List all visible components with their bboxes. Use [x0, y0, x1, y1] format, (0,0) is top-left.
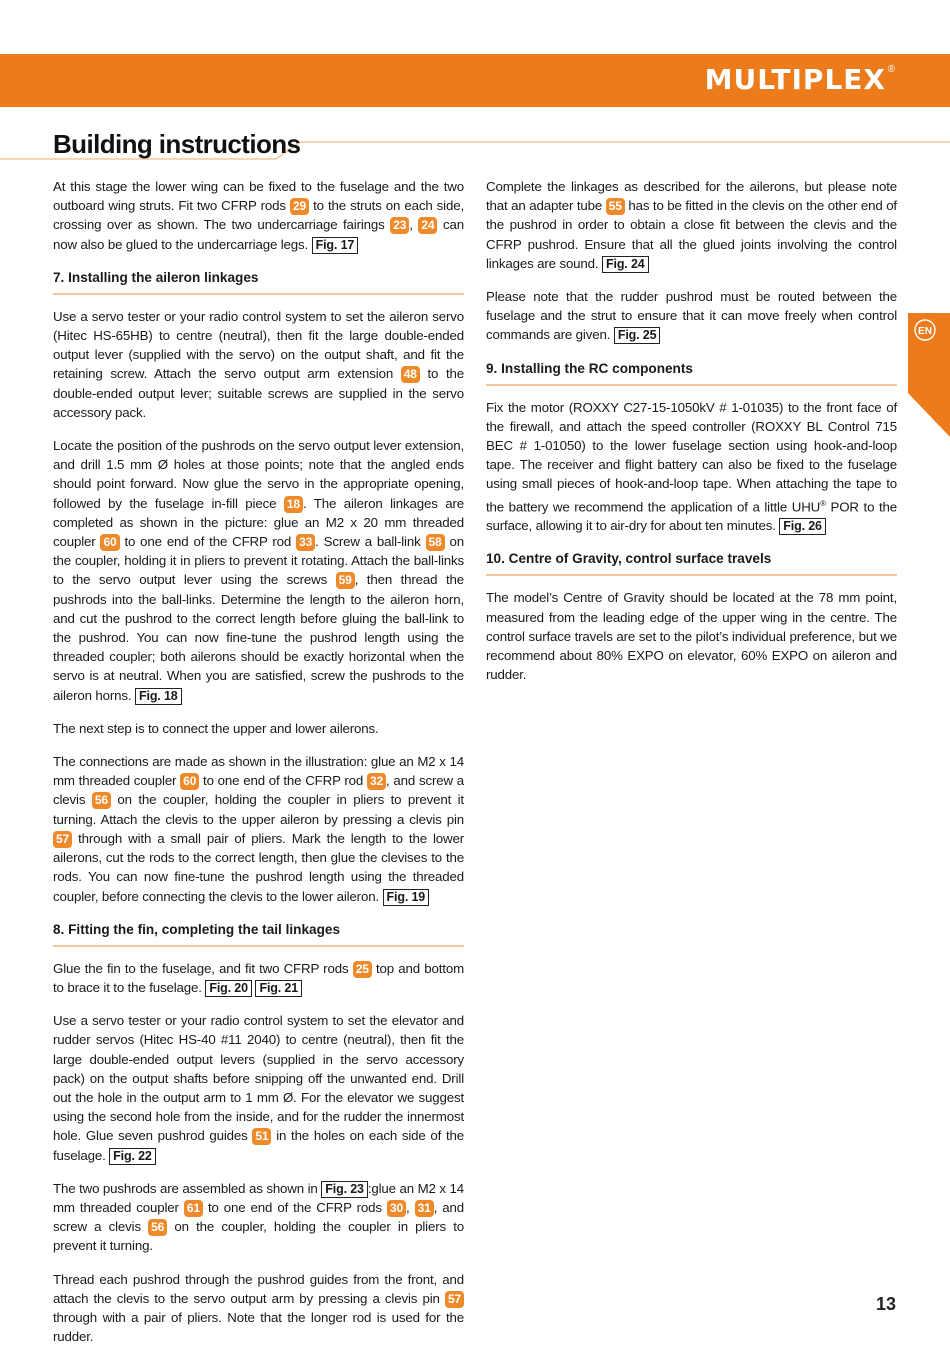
paragraph: The two pushrods are assembled as shown in Fig. 23 :glue an M2 x 14 mm threaded coupler 61 to one end of the CFRP rods 30 , 31 , and screw a clevis 56 on the coupler, holding the coupler in pliers to prevent it turning. [53, 1180, 465, 1254]
part-number-badge: 25 [353, 961, 372, 978]
page-title: Building instructions [53, 129, 301, 159]
figure-reference: Fig. 24 [602, 256, 649, 273]
figure-reference: Fig. 23 [321, 1181, 368, 1198]
part-number-badge: 48 [401, 366, 420, 383]
part-number-badge: 57 [445, 1291, 464, 1308]
figure-reference: Fig. 19 [383, 889, 430, 906]
part-number-badge: 56 [148, 1219, 167, 1236]
part-number-badge: 30 [387, 1200, 406, 1217]
part-number-badge: 23 [390, 217, 409, 234]
part-number-badge: 60 [180, 773, 199, 790]
part-number-badge: 57 [53, 831, 72, 848]
part-number-badge: 33 [296, 534, 315, 551]
paragraph: Thread each pushrod through the pushrod guides from the front, and attach the clevis to the servo output arm by pressing a clevis pin 57 through with a pair of pliers. Note that the longer rod is used for the rudder. [53, 1271, 464, 1345]
figure-reference: Fig. 22 [109, 1148, 156, 1165]
page-number: 13 [876, 1294, 897, 1314]
paragraph: Use a servo tester or your radio control system to set the aileron servo (Hitec HS-65HB) to centre (neutral), then fit the large double-ended output lever (supplied with the servo) on the output shaft, and fit the retaining screw. Attach the servo output arm extension 48 to the double-ended output lever; suitable screws are supplied in the servo accessory pack. [53, 308, 464, 420]
figure-reference: Fig. 21 [255, 980, 302, 997]
section-heading-8: 8. Fitting the fin, completing the tail linkages [53, 920, 464, 947]
figure-reference: Fig. 20 [205, 980, 252, 997]
part-number-badge: 58 [426, 534, 445, 551]
part-number-badge: 61 [184, 1200, 203, 1217]
paragraph: The next step is to connect the upper and lower ailerons. [53, 720, 379, 736]
left-column [53, 177, 464, 1360]
paragraph: Please note that the rudder pushrod must be routed between the fuselage and the strut to ensure that it can move freely when control commands are given. Fig. 25 [486, 289, 897, 343]
language-label: EN [918, 326, 932, 337]
paragraph: Complete the linkages as described for the ailerons, but please note that an adapter tube 55 has to be fitted in the clevis on the other end of the pushrod in order to obtain a close fit between the clevis and the CFRP pushrod. Ensure that all the glued joints involving the control linkages are sound. Fig. 24 [486, 179, 897, 271]
paragraph: The model’s Centre of Gravity should be located at the 78 mm point, measured from the leading edge of the upper wing in the centre. The control surface travels are set to the pilot’s individual preference, but we recommend about 80% EXPO on elevator, 60% EXPO on aileron and rudder. [486, 590, 897, 683]
right-column [486, 177, 897, 698]
language-tab [908, 313, 950, 437]
paragraph: Glue the fin to the fuselage, and fit two CFRP rods 25 top and bottom to brace it to the fuselage. Fig. 20 Fig. 21 [53, 960, 464, 995]
paragraph: Fix the motor (ROXXY C27-15-1050kV # 1-01035) to the front face of the firewall, and attach the speed controller (ROXXY BL Control 715 BEC # 1-01050) to the lower fuselage section using hook-and-loop tape. The receiver and flight battery can also be fixed to the fuselage using small pieces of hook-and-loop tape. When attaching the tape to the battery we recommend the application of a little UHU® POR to the surface, allowing it to air-dry for about ten minutes. Fig. 26 [486, 399, 898, 534]
part-number-badge: 56 [92, 792, 111, 809]
part-number-badge: 51 [252, 1128, 271, 1145]
part-number-badge: 29 [290, 198, 309, 215]
figure-reference: Fig. 17 [312, 237, 359, 254]
part-number-badge: 59 [336, 572, 355, 589]
part-number-badge: 60 [100, 534, 119, 551]
paragraph: At this stage the lower wing can be fixed to the fuselage and the two outboard wing struts. Fit two CFRP rods 29 to the struts on each side, crossing over as shown. The two undercarriage fairings 23 , 24 can now also be glued to the undercarriage legs. Fig. 17 [53, 179, 464, 252]
figure-reference: Fig. 26 [779, 518, 826, 535]
figure-reference: Fig. 18 [135, 688, 182, 705]
part-number-badge: 24 [418, 217, 437, 234]
registered-mark: ® [887, 64, 895, 75]
section-heading-7: 7. Installing the aileron linkages [53, 268, 464, 295]
part-number-badge: 31 [415, 1200, 434, 1217]
part-number-badge: 18 [284, 496, 303, 513]
part-number-badge: 55 [606, 198, 625, 215]
paragraph: Use a servo tester or your radio control system to set the elevator and rudder servos (Hitec HS-40 #11 2040) to centre (neutral), then fit the large double-ended output levers (supplied in the servo accessory pack) on the output shafts before snipping off the unwanted end. Drill out the hole in the output arm to 1 mm Ø. For the elevator we suggest using the second hole from the inside, and for the rudder the innermost hole. Glue seven pushrod guides 51 in the holes on each side of the fuselage. Fig. 22 [53, 1013, 464, 1163]
figure-reference: Fig. 25 [614, 327, 661, 344]
section-heading-10: 10. Centre of Gravity, control surface travels [486, 549, 897, 576]
paragraph: Locate the position of the pushrods on the servo output lever extension, and drill 1.5 mm Ø holes at those points; note that the angled ends should point forward. Now glue the servo in the appropriate opening, followed by the fuselage in-fill piece 18 . The aileron linkages are completed as shown in the picture: glue an M2 x 20 mm threaded coupler 60 to one end of the CFRP rod 33 . Screw a ball-link 58 on the coupler, holding it in pliers to prevent it rotating. Attach the ball-links to the servo output lever using the screws 59 , then thread the pushrods into the ball-links. Determine the length to the aileron horn, and cut the pushrod to the correct length before gluing the ball-link to the pushrod. You can now fine-tune the pushrod length using the threaded coupler; both ailerons should be exactly horizontal when the servo is at neutral. When you are satisfied, screw the pushrods to the aileron horns. Fig. 18 [53, 438, 464, 703]
section-heading-9: 9. Installing the RC components [486, 359, 897, 386]
part-number-badge: 32 [367, 773, 386, 790]
paragraph: The connections are made as shown in the illustration: glue an M2 x 14 mm threaded coupler 60 to one end of the CFRP rod 32 , and screw a clevis 56 on the coupler, holding the coupler in pliers to prevent it turning. Attach the clevis to the upper aileron by pressing a clevis pin 57 through with a small pair of pliers. Mark the length to the lower ailerons, cut the rods to the correct length, then glue the clevises to the rods. You can now fine-tune the pushrod length using the threaded coupler, before connecting the clevis to the lower aileron. Fig. 19 [53, 754, 464, 904]
multiplex-logo: MULTIPLEX [704, 63, 886, 96]
